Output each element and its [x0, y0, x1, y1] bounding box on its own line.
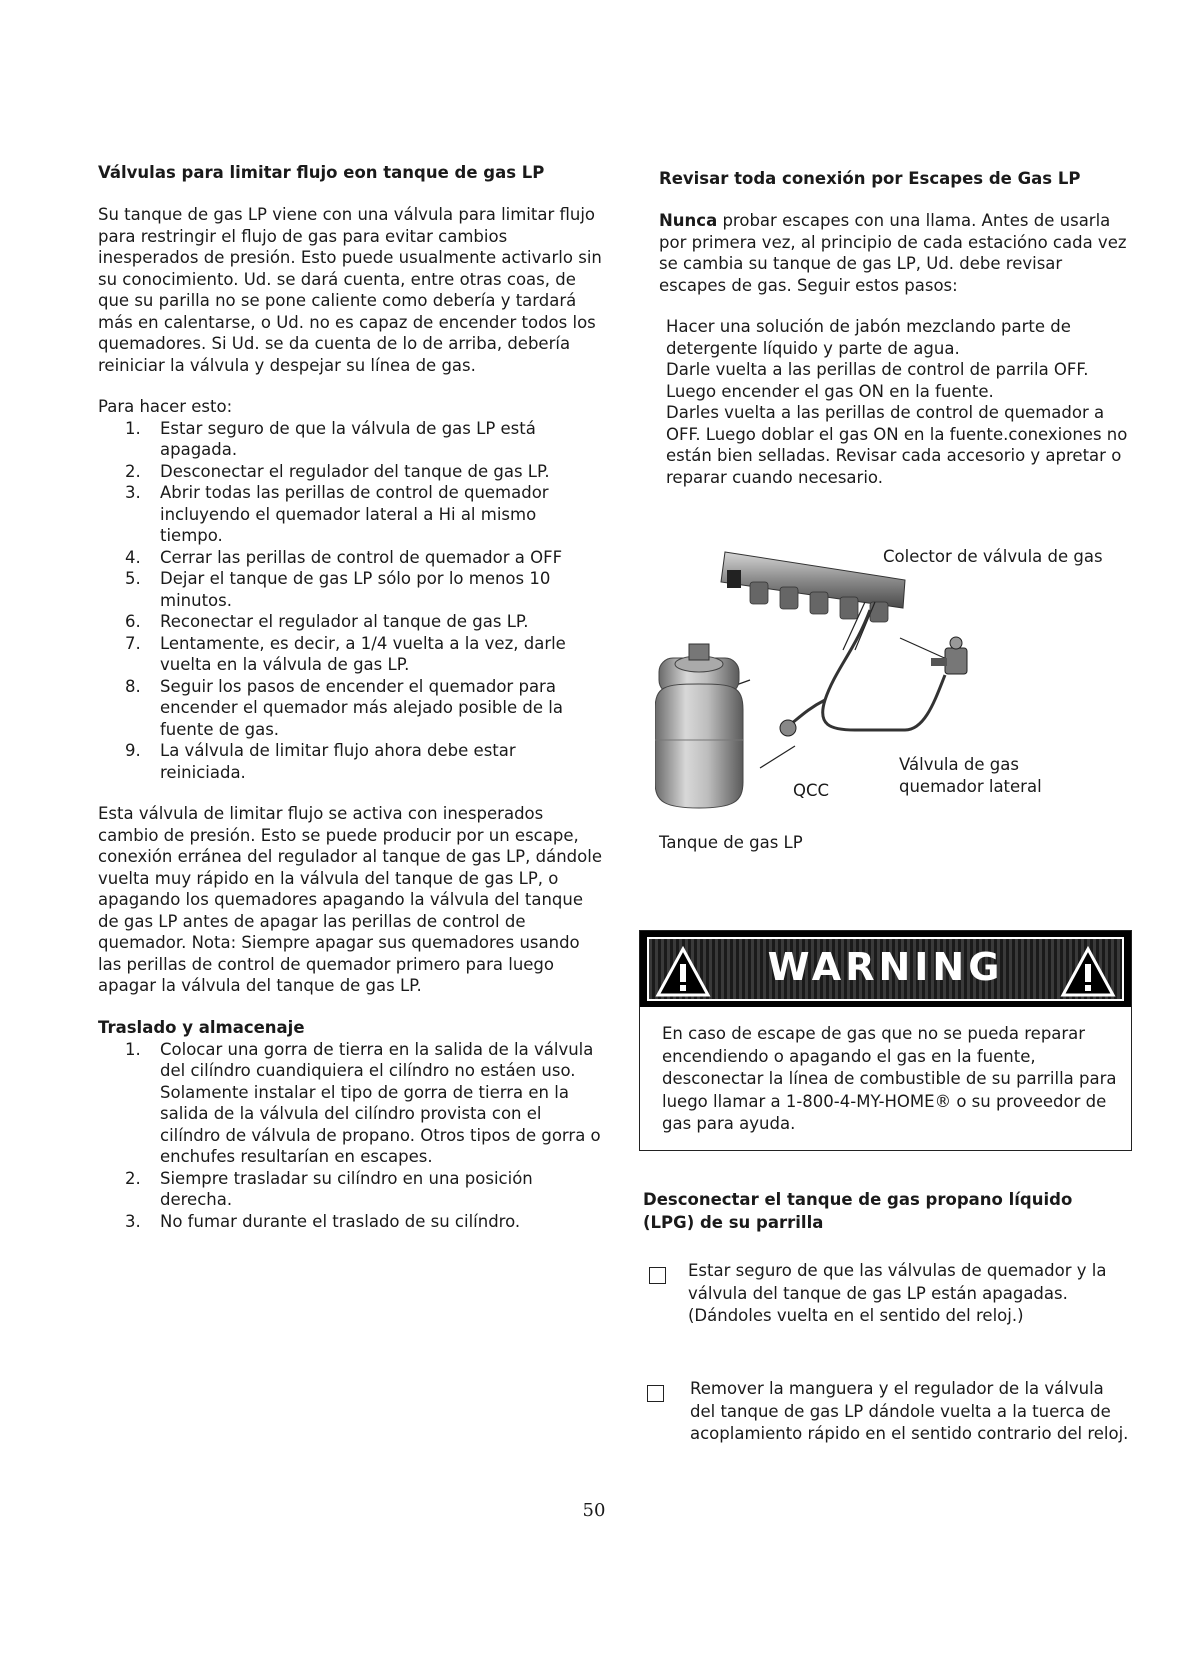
lpg-item-2: Remover la manguera y el regulador de la válvula del tanque de gas LP dándole vuelta a la tuerca de acoplamiento rápido en el sentido contrario del reloj.: [690, 1379, 1129, 1443]
list-item: 7. Lentamente, es decir, a 1/4 vuelta a la vez, darle vuelta en la válvula de gas LP.: [125, 633, 566, 674]
left-column: [98, 162, 603, 1232]
warning-title: WARNING: [767, 945, 1004, 989]
warning-text: En caso de escape de gas que no se pueda reparar encendiendo o apagando el gas en la fuente, desconectar la línea de combustible de su parrilla para luego llamar a 1-800-4-MY-HOME® o su proveedor de gas para ayuda.: [662, 1024, 1117, 1133]
right-column: [659, 168, 1129, 488]
list-item: Darle vuelta a las perillas de control de parrila OFF. Luego encender el gas ON en la fuente.: [666, 360, 1089, 401]
list-item: 6. Reconectar el regulador al tanque de gas LP.: [125, 612, 529, 631]
lpg-disconnect-section: [643, 1188, 1123, 1234]
leak-check-steps: [659, 316, 1129, 488]
gas-system-figure: [655, 540, 1145, 895]
flow-valve-paragraph: Su tanque de gas LP viene con una válvula para limitar flujo para restringir el flujo de gas para evitar cambios inesperados de presión. Esto puede usualmente activarlo sin su conocimiento. Ud. se dará cuenta, entre otras coas, de que su parilla no se pone caliente como debería y tardará más en calentarse, o Ud. no es capaz de encender todos los quemadores. Si Ud. se da cuenta de lo de arriba, debería reiniciar la válvula y despejar su línea de gas.: [98, 205, 602, 375]
list-item: 5. Dejar el tanque de gas LP sólo por lo menos 10 minutos.: [125, 569, 551, 610]
checkbox: [647, 1385, 664, 1402]
list-item: 2. Desconectar el regulador del tanque de gas LP.: [125, 461, 550, 481]
lp-tank-shape: [655, 644, 743, 808]
side-burner-valve-shape: [931, 637, 967, 674]
list-item: 3. Abrir todas las perillas de control de quemador incluyendo el quemador lateral a Hi al mismo tiempo.: [125, 483, 549, 545]
section-title-lpg: Desconectar el tanque de gas propano líquido (LPG) de su parrilla: [643, 1190, 1073, 1232]
label-qcc: QCC: [793, 781, 830, 800]
intro-bold-word: Nunca: [659, 211, 718, 230]
warning-banner: [640, 931, 1131, 1007]
section-title-flow-valve: Válvulas para limitar flujo eon tanque de gas LP: [98, 163, 545, 182]
label-side-burner-valve: Válvula de gas quemador lateral: [899, 755, 1042, 796]
list-item: 8. Seguir los pasos de encender el quemador para encender el quemador más alejado posible de la fuente de gas.: [125, 676, 563, 739]
list-item: Hacer una solución de jabón mezclando parte de detergente líquido y parte de agua.: [666, 317, 1071, 358]
valve-note-paragraph: Esta válvula de limitar flujo se activa con inesperados cambio de presión. Esto se puede producir por un escape, conexión erránea del regulador al tanque de gas LP, dándole vuelta muy rápido en la válvula del tanque de gas LP, o apagando los quemadores apagando la válvula del tanque de gas LP antes de apagar las perillas de control de quemador. Nota: Siempre apagar sus quemadores usando las perillas de control de quemador primero para luego apagar la válvula del tanque de gas LP.: [98, 804, 602, 995]
label-manifold: Colector de válvula de gas: [883, 547, 1103, 566]
page-number: 50: [582, 1500, 606, 1521]
warning-triangle-icon: [1060, 946, 1116, 998]
lpg-item-1: Estar seguro de que las válvulas de quemador y la válvula del tanque de gas LP están apagadas. (Dándoles vuelta en el sentido del reloj.): [688, 1261, 1107, 1325]
label-lp-tank: Tanque de gas LP: [659, 833, 803, 852]
section-title-leak-check: Revisar toda conexión por Escapes de Gas LP: [659, 169, 1081, 188]
leak-check-intro: Nunca probar escapes con una llama. Antes de usarla por primera vez, al principio de cada estacióno cada vez se cambia su tanque de gas LP, Ud. debe revisar escapes de gas. Seguir estos pasos:: [659, 211, 1127, 295]
list-item: 3. No fumar durante el traslado de su cilíndro.: [125, 1211, 521, 1231]
list-item: Darles vuelta a las perillas de control de quemador a OFF. Luego doblar el gas ON en la fuente.conexiones no están bien selladas. Revisar cada accesorio y apretar o reparar cuando necesario.: [666, 403, 1128, 487]
list-item: 1. Colocar una gorra de tierra en la salida de la válvula del cilíndro cuandiquiera el cilíndro no estáen uso. Solamente instalar el tipo de gorra de tierra en la salida de la válvula del cilíndro provista con el cilíndro de válvula de propano. Otros tipos de gorra o enchufes resultarían en escapes.: [125, 1039, 601, 1166]
warning-box: [639, 930, 1132, 1151]
list-item: 4. Cerrar las perillas de control de quemador a OFF: [125, 547, 563, 567]
list-item: 2. Siempre trasladar su cilíndro en una posición derecha.: [125, 1168, 533, 1209]
checkbox: [649, 1267, 666, 1284]
reset-steps-list: [98, 418, 603, 784]
steps-intro: Para hacer esto:: [98, 397, 233, 416]
list-item: 1. Estar seguro de que la válvula de gas LP está apagada.: [125, 418, 536, 459]
manifold-shape: [721, 552, 905, 622]
list-item: 9. La válvula de limitar flujo ahora debe estar reiniciada.: [125, 741, 516, 782]
transport-steps-list: [98, 1039, 603, 1233]
section-title-transport: Traslado y almacenaje: [98, 1017, 305, 1037]
